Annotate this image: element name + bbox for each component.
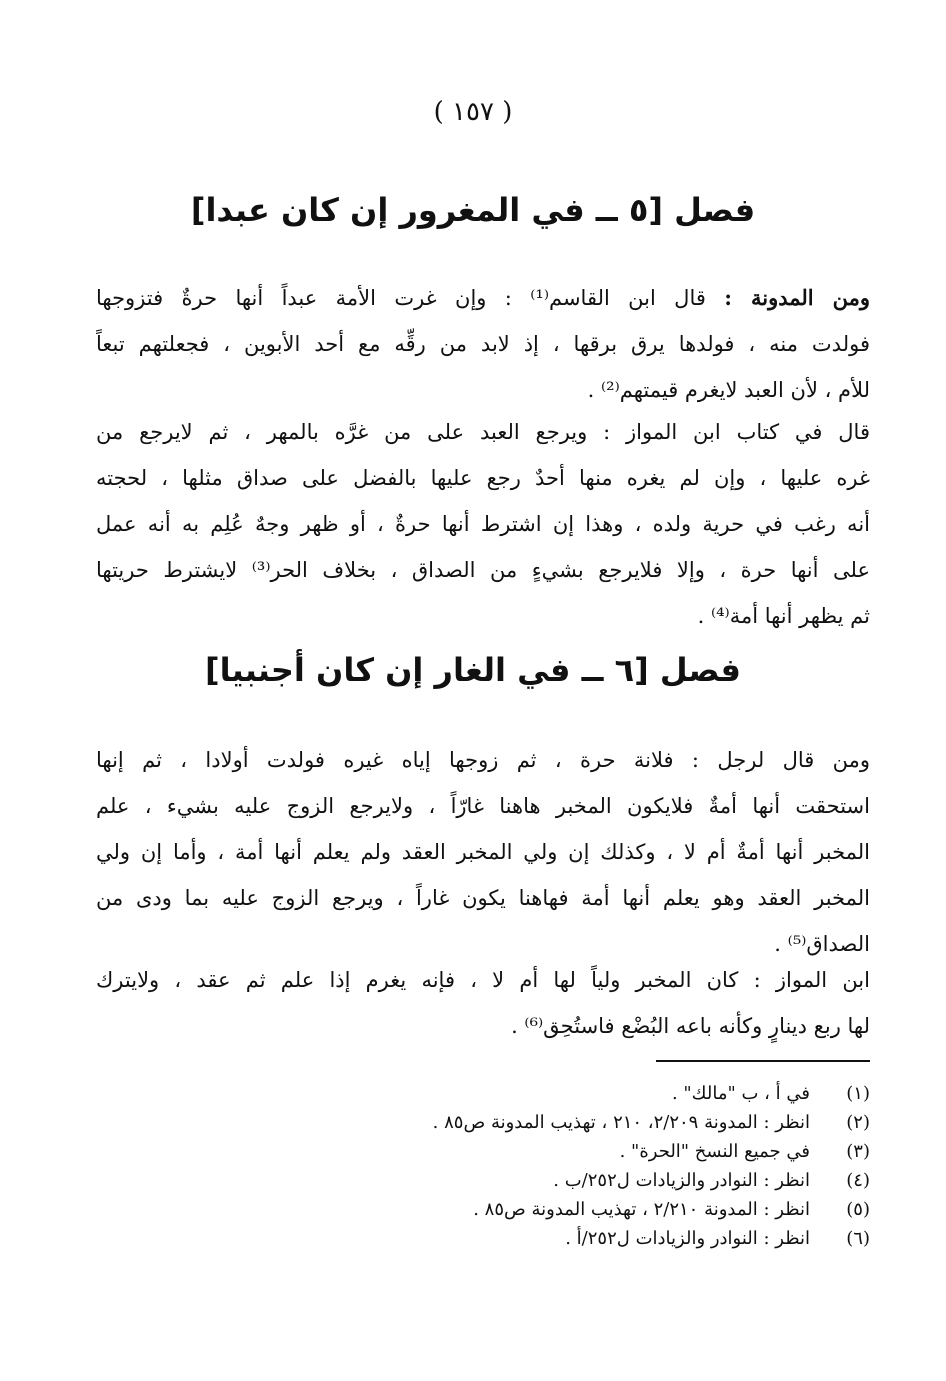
footnote-number: (٦) [846, 1228, 870, 1249]
paragraph-line: فولدت منه ، فولدها يرق برقها ، إذ لابد من رقِّه مع أحد الأبوين ، فجعلتهم تبعاً [96, 332, 870, 356]
footnote-text: في جميع النسخ "الحرة" . [619, 1141, 810, 1162]
section-6-paragraph-2 [96, 957, 870, 1049]
paragraph-line: لها ربع دينارٍ وكأنه باعه البُضْع فاستُحِق⁽⁶⁾ . [511, 1014, 870, 1038]
page-number: ( ١٥٧ ) [433, 97, 513, 127]
footnote-divider [656, 1060, 870, 1062]
footnote-item [96, 1224, 870, 1253]
footnote-number: (٣) [846, 1141, 870, 1162]
section-5-heading: فصل [٥ ــ في المغرور إن كان عبدا] [190, 191, 756, 229]
footnote-text: انظر : النوادر والزيادات ل٢٥٢/ب . [553, 1170, 810, 1191]
footnote-item [96, 1166, 870, 1195]
footnote-text: انظر : النوادر والزيادات ل٢٥٢/أ . [565, 1228, 810, 1249]
footnote-item [96, 1195, 870, 1224]
section-6-paragraph-1 [96, 737, 870, 967]
footnote-number: (١) [846, 1083, 870, 1104]
section-6-heading: فصل [٦ ــ في الغار إن كان أجنبيا] [205, 651, 741, 689]
section-5-paragraph-1 [96, 275, 870, 413]
paragraph-line: للأم ، لأن العبد لايغرم قيمتهم⁽²⁾ . [587, 378, 870, 402]
footnote-item [96, 1137, 870, 1166]
paragraph-line: المخبر أنها أمةٌ أم لا ، وكذلك إن ولي المخبر العقد ولم يعلم أنها أمة ، وأما إن ولي [96, 840, 870, 864]
footnotes [96, 1079, 870, 1253]
paragraph-line: المخبر العقد وهو يعلم أنها أمة فهاهنا يكون غاراً ، ويرجع الزوج عليه بما ودى من [96, 886, 870, 910]
footnote-text: في أ ، ب "مالك" . [671, 1083, 810, 1104]
paragraph-line: استحقت أنها أمةٌ فلايكون المخبر هاهنا غارّاً ، ولايرجع الزوج عليه بشيء ، علم [96, 794, 870, 818]
paragraph-line: على أنها حرة ، وإلا فلايرجع بشيءٍ من الصداق ، بخلاف الحر⁽³⁾ لايشترط حريتها [96, 558, 870, 582]
paragraph-lead: ومن المدونة : [724, 285, 870, 310]
footnote-item [96, 1108, 870, 1137]
footnote-number: (٥) [846, 1199, 870, 1220]
paragraph-line: ومن قال لرجل : فلانة حرة ، ثم زوجها إياه غيره فولدت أولادا ، ثم إنها [96, 748, 870, 772]
paragraph-line: ابن المواز : كان المخبر ولياً لها أم لا ، فإنه يغرم إذا علم ثم عقد ، ولايترك [96, 968, 870, 992]
footnote-item [96, 1079, 870, 1108]
paragraph-line [96, 275, 870, 321]
paragraph-text: قال ابن القاسم⁽¹⁾ : وإن غرت الأمة عبداً أنها حرةٌ فتزوجها [96, 286, 706, 310]
footnote-number: (٢) [846, 1112, 870, 1133]
paragraph-line: ثم يظهر أنها أمة⁽⁴⁾ . [697, 604, 870, 628]
footnote-text: انظر : المدونة ٢/٢١٠ ، تهذيب المدونة ص٨٥ . [473, 1199, 810, 1220]
paragraph-line: غره عليها ، وإن لم يغره منها أحدٌ رجع عليها بالفضل على صداق مثلها ، لحجته [96, 466, 870, 490]
paragraph-line: الصداق⁽⁵⁾ . [774, 932, 870, 956]
footnote-number: (٤) [846, 1170, 870, 1191]
section-5-paragraph-2 [96, 409, 870, 639]
paragraph-line: قال في كتاب ابن المواز : ويرجع العبد على من غرَّه بالمهر ، ثم لايرجع من [96, 420, 870, 444]
footnote-text: انظر : المدونة ٢/٢٠٩، ٢١٠ ، تهذيب المدونة ص٨٥ . [432, 1112, 810, 1133]
paragraph-line: أنه رغب في حرية ولده ، وهذا إن اشترط أنها حرةٌ ، أو ظهر وجهٌ عُلِم به أنه عمل [96, 512, 870, 536]
